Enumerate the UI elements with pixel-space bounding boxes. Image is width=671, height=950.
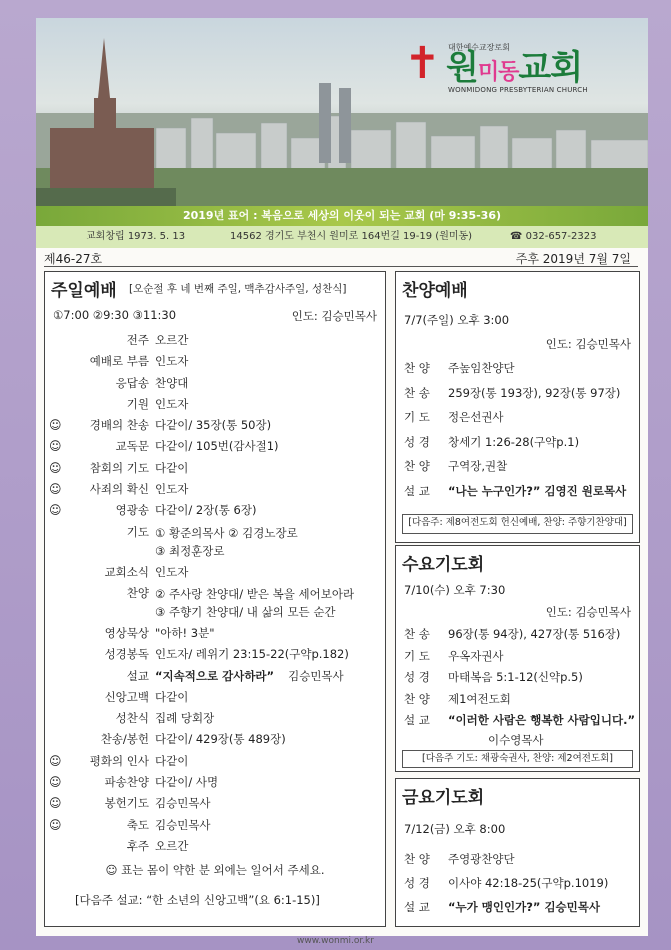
worship-order-label: 설교	[126, 668, 149, 683]
sunday-service-box	[44, 271, 386, 927]
service-order-label: 찬 송	[404, 385, 430, 400]
worship-order-value-text: 인도자/ 레위기 23:15-22(구약p.182)	[155, 647, 349, 662]
worship-order-item	[45, 583, 385, 623]
worship-order-value-text: 김승민목사	[155, 796, 211, 811]
service-order-label: 성 경	[404, 434, 430, 449]
worship-order-value	[155, 479, 188, 500]
issue-number: 제46-27호	[44, 252, 103, 266]
worship-order-label: 봉헌기도	[104, 796, 149, 811]
worship-order-value-text: ① 황준의목사 ② 김경노장로	[155, 525, 298, 540]
stand-icon: ☺	[49, 753, 62, 768]
worship-order-item	[45, 479, 385, 500]
service-order-value: 우옥자권사	[448, 648, 504, 663]
church-info-bar	[36, 226, 648, 248]
worship-order-label: 평화의 인사	[89, 753, 149, 768]
praise-next-week: [다음주: 제8여전도회 헌신예배, 찬양: 주향기찬양대]	[402, 514, 633, 534]
service-order-item	[404, 409, 504, 425]
service-order-value: “누가 맹인인가?” 김승민목사	[448, 900, 600, 914]
preacher-name: 김승민목사	[288, 668, 344, 683]
worship-order-item	[45, 522, 385, 562]
worship-order-value	[155, 623, 215, 644]
cross-icon: ✝	[404, 38, 441, 89]
worship-order-item	[45, 687, 385, 708]
praise-service-box	[395, 271, 640, 543]
stand-icon: ☺	[49, 482, 62, 497]
stand-icon: ☺	[49, 503, 62, 518]
standing-notice: ☺ 표는 몸이 약한 분 외에는 일어서 주세요.	[105, 863, 325, 877]
wednesday-prayer-leader: 인도: 김승민목사	[545, 605, 631, 619]
worship-order-value-text: 집례 당회장	[155, 711, 215, 726]
wednesday-prayer-time: 7/10(수) 오후 7:30	[404, 583, 506, 597]
worship-order-label: 성찬식	[115, 711, 149, 726]
friday-prayer-box	[395, 778, 640, 927]
worship-order-label: 응답송	[115, 375, 149, 390]
next-week-sermon: [다음주 설교: “한 소년의 신앙고백”(요 6:1-15)]	[75, 893, 320, 907]
worship-order-value-text: ② 주사랑 찬양대/ 받은 복을 세어보아라	[155, 586, 355, 601]
worship-order-label: 신앙고백	[104, 689, 149, 704]
service-order-item	[404, 899, 600, 915]
sunday-service-subtitle: [오순절 후 네 번째 주일, 맥추감사주일, 성찬식]	[129, 283, 347, 295]
worship-order-label: 찬양	[126, 585, 149, 600]
worship-order-value-text: 오르간	[155, 838, 189, 853]
worship-order-value-text: 다같이	[155, 689, 189, 704]
worship-order-value	[155, 415, 271, 436]
worship-order-value-text: 다같이/ 105번(감사절1)	[155, 439, 279, 454]
service-order-item	[404, 434, 579, 450]
worship-order-value-line2: ③ 주향기 찬양대/ 내 삶의 모든 순간	[155, 604, 336, 619]
worship-order-value-text: 인도자	[155, 354, 189, 369]
worship-order-value	[155, 458, 188, 479]
worship-order-item	[45, 836, 385, 857]
service-order-item	[404, 712, 635, 728]
praise-service-title: 찬양예배	[402, 281, 468, 301]
worship-order-value-text: 다같이/ 35장(통 50장)	[155, 418, 272, 433]
service-order-item	[404, 851, 515, 867]
worship-order-item	[45, 751, 385, 772]
worship-order-item	[45, 793, 385, 814]
worship-order-list	[45, 330, 385, 857]
worship-order-item	[45, 330, 385, 351]
worship-order-value	[155, 815, 211, 836]
worship-order-value	[155, 394, 188, 415]
church-phone: ☎ 032-657-2323	[510, 231, 597, 242]
stand-icon: ☺	[49, 460, 62, 475]
service-order-item	[404, 648, 504, 664]
service-order-item	[404, 483, 626, 499]
wednesday-prayer-box	[395, 545, 640, 772]
worship-order-item	[45, 351, 385, 372]
service-order-value: “이러한 사람은 행복한 사람입니다.”	[448, 713, 636, 727]
logo-denomination: 대한예수교장로회	[448, 43, 510, 52]
wednesday-next-week: [다음주 기도: 채광숙권사, 찬양: 제2여전도회]	[402, 750, 633, 768]
worship-order-label: 경배의 찬송	[89, 418, 149, 433]
logo-name-part-1: 원	[446, 48, 478, 88]
worship-order-value-text: 인도자	[155, 396, 189, 411]
service-order-label: 성 경	[404, 670, 430, 684]
worship-order-item	[45, 772, 385, 793]
service-order-value: 주높임찬양단	[448, 361, 515, 375]
stand-icon: ☺	[49, 817, 62, 832]
worship-order-value	[155, 729, 286, 750]
worship-order-label: 찬송/봉헌	[100, 732, 149, 747]
worship-order-value	[155, 751, 188, 772]
service-order-value: 이사야 42:18-25(구약p.1019)	[448, 876, 609, 890]
friday-prayer-time: 7/12(금) 오후 8:00	[404, 822, 506, 836]
worship-order-value-text: “지속적으로 감사하라”	[155, 668, 275, 683]
service-order-item	[404, 458, 507, 474]
service-order-label: 찬 송	[404, 627, 430, 641]
worship-order-label: 기도	[126, 524, 149, 539]
worship-order-value-text: 인도자	[155, 564, 189, 579]
worship-order-item	[45, 666, 385, 687]
service-order-value: 96장(통 94장), 427장(통 516장)	[448, 627, 621, 641]
service-order-label: 성 경	[404, 876, 430, 890]
stand-icon: ☺	[49, 775, 62, 790]
service-order-value: 창세기 1:26-28(구약p.1)	[448, 434, 580, 449]
worship-order-value	[155, 351, 188, 372]
worship-order-item	[45, 436, 385, 457]
worship-order-value	[155, 687, 188, 708]
stand-icon: ☺	[49, 796, 62, 811]
worship-order-item	[45, 458, 385, 479]
service-order-item	[404, 360, 515, 376]
worship-order-value	[155, 836, 188, 857]
divider	[44, 266, 638, 267]
worship-order-label: 후주	[126, 838, 149, 853]
worship-order-item	[45, 729, 385, 750]
worship-order-value-text: "아하! 3분"	[155, 625, 215, 640]
worship-order-item	[45, 562, 385, 583]
worship-order-value	[155, 666, 344, 687]
worship-order-item	[45, 415, 385, 436]
service-order-label: 설 교	[404, 900, 430, 914]
service-order-value: 정은선권사	[448, 410, 504, 424]
worship-order-label: 교회소식	[104, 564, 149, 579]
worship-order-value-text: 다같이	[155, 753, 189, 768]
worship-order-value	[155, 436, 279, 457]
service-order-value: 제1여전도회	[448, 691, 511, 706]
worship-order-item	[45, 815, 385, 836]
worship-order-label: 사죄의 확신	[89, 482, 149, 497]
worship-order-label: 파송찬양	[104, 775, 149, 790]
service-order-item	[404, 669, 583, 685]
worship-order-item	[45, 500, 385, 521]
worship-order-label: 예배로 부름	[89, 354, 149, 369]
worship-order-item	[45, 644, 385, 665]
praise-service-time: 7/7(주일) 오후 3:00	[404, 313, 510, 327]
service-order-item	[404, 875, 608, 891]
worship-order-value	[155, 793, 211, 814]
service-order-value: 구역장,권찰	[448, 459, 508, 473]
website-url: www.wonmi.or.kr	[297, 936, 374, 946]
praise-service-leader: 인도: 김승민목사	[545, 337, 631, 351]
service-order-label: 찬 양	[404, 691, 430, 706]
worship-order-value	[155, 330, 188, 351]
worship-order-value-text: 다같이	[155, 460, 189, 475]
worship-order-value-text: 찬양대	[155, 375, 189, 390]
service-order-value: 마태복음 5:1-12(신약p.5)	[448, 670, 583, 684]
stand-icon: ☺	[49, 418, 62, 433]
worship-order-label: 기원	[126, 396, 149, 411]
service-order-label: 찬 양	[404, 852, 430, 866]
logo-english-name: WONMIDONG PRESBYTERIAN CHURCH	[448, 86, 588, 94]
service-order-item	[404, 385, 620, 401]
worship-order-value-text: 오르간	[155, 333, 189, 347]
worship-order-item	[45, 708, 385, 729]
worship-order-value	[155, 772, 218, 793]
worship-order-label: 축도	[126, 817, 149, 832]
service-order-item	[404, 626, 620, 642]
worship-order-label: 영상묵상	[104, 625, 149, 640]
worship-order-item	[45, 394, 385, 415]
worship-order-label: 참회의 기도	[89, 460, 149, 475]
worship-order-value-text: 다같이/ 2장(통 6장)	[155, 503, 257, 518]
worship-order-item	[45, 623, 385, 644]
sunday-service-title: 주일예배	[51, 281, 117, 301]
worship-order-item	[45, 373, 385, 394]
service-leader: 인도: 김승민목사	[291, 309, 377, 323]
logo-name-part-3: 교회	[518, 48, 583, 88]
worship-order-value	[155, 524, 298, 560]
bulletin-date: 주후 2019년 7월 7일	[515, 252, 631, 266]
worship-order-label: 성경봉독	[104, 647, 149, 662]
service-order-label: 설 교	[404, 713, 430, 727]
service-order-value: 주영광찬양단	[448, 852, 515, 866]
service-order-label: 찬 양	[404, 361, 430, 375]
service-order-label: 찬 양	[404, 459, 430, 473]
service-order-value: 259장(통 193장), 92장(통 97장)	[448, 385, 621, 400]
service-times: ①7:00 ②9:30 ③11:30	[53, 308, 177, 322]
worship-order-value-line2: ③ 최정훈장로	[155, 543, 225, 558]
worship-order-value	[155, 585, 354, 621]
worship-order-value-text: 다같이/ 429장(통 489장)	[155, 732, 286, 747]
friday-prayer-title: 금요기도회	[402, 788, 485, 808]
stand-icon: ☺	[49, 439, 62, 454]
service-order-value: “나는 누구인가?” 김영진 원로목사	[448, 483, 627, 498]
worship-order-value	[155, 644, 349, 665]
worship-order-value-text: 인도자	[155, 482, 189, 497]
founded-date: 교회창립 1973. 5. 13	[86, 231, 186, 242]
wednesday-preacher: 이수영목사	[488, 733, 544, 747]
worship-order-value	[155, 708, 214, 729]
worship-order-value	[155, 562, 188, 583]
worship-order-label: 영광송	[115, 503, 149, 518]
worship-order-value	[155, 500, 256, 521]
church-logo	[404, 40, 624, 100]
year-motto: 2019년 표어 : 복음으로 세상의 이웃이 되는 교회 (마 9:35-36)	[36, 206, 648, 226]
service-order-label: 기 도	[404, 648, 430, 663]
service-order-label: 기 도	[404, 410, 430, 424]
logo-name-part-2: 미동	[477, 60, 519, 85]
worship-order-label: 교독문	[115, 439, 149, 454]
church-address: 14562 경기도 부천시 원미로 164번길 19-19 (원미동)	[230, 231, 473, 242]
service-order-item	[404, 691, 511, 707]
worship-order-value-text: 김승민목사	[155, 817, 211, 832]
worship-order-label: 전주	[126, 333, 149, 347]
wednesday-prayer-title: 수요기도회	[402, 555, 485, 575]
worship-order-value-text: 다같이/ 사명	[155, 775, 219, 790]
worship-order-value	[155, 373, 188, 394]
service-order-label: 설 교	[404, 483, 430, 498]
